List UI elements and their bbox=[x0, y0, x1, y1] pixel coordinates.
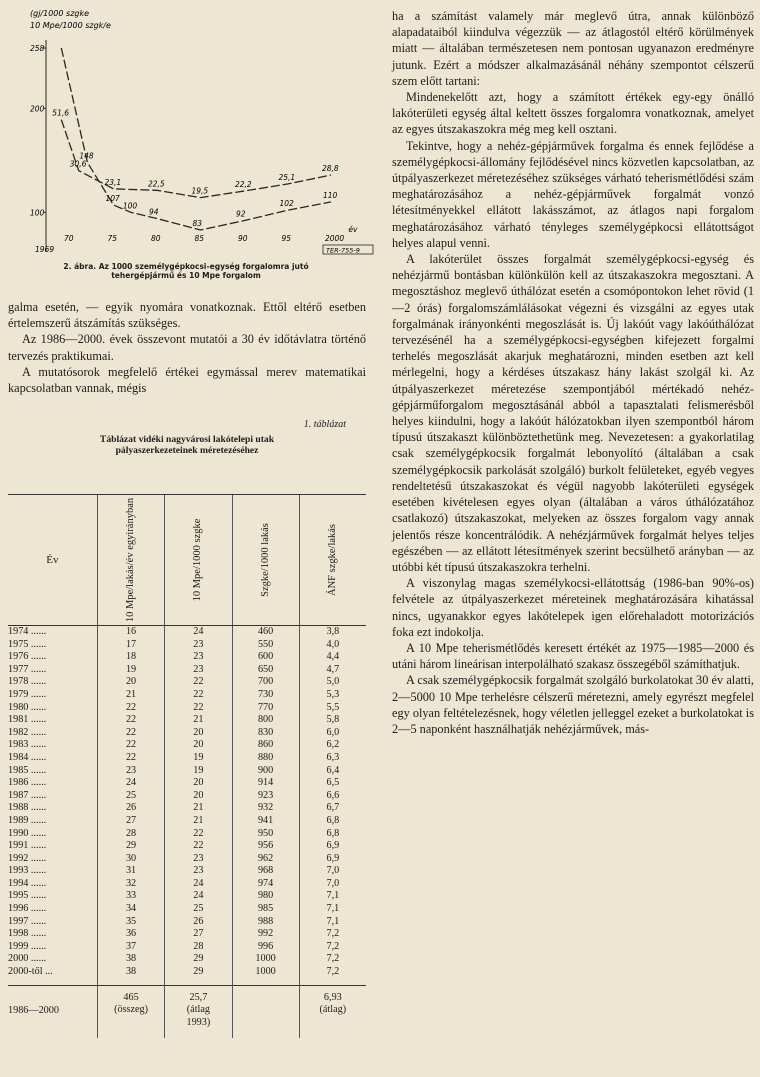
cell-value: 860 bbox=[232, 739, 299, 752]
cell-value: 23 bbox=[165, 651, 232, 664]
cell-value: 38 bbox=[97, 953, 164, 966]
cell-value: 6,7 bbox=[299, 802, 366, 815]
cell-value: 956 bbox=[232, 840, 299, 853]
upper-data-label: 83 bbox=[192, 219, 203, 228]
cell-year: 1991 ...... bbox=[8, 840, 47, 852]
cell-value: 6,8 bbox=[299, 815, 366, 828]
header-mpe-per-flat bbox=[97, 495, 164, 626]
left-body-text bbox=[8, 299, 366, 396]
cell-value: 24 bbox=[165, 878, 232, 891]
cell-value: 26 bbox=[165, 916, 232, 929]
cell-value: 22 bbox=[165, 840, 232, 853]
cell-value: 7,1 bbox=[299, 903, 366, 916]
cell-value: 962 bbox=[232, 853, 299, 866]
table-row bbox=[8, 828, 366, 841]
figure-2 bbox=[0, 0, 380, 290]
cell-value: 550 bbox=[232, 639, 299, 652]
cell-value: 29 bbox=[165, 953, 232, 966]
x-tick-label: 85 bbox=[194, 234, 205, 243]
paragraph: Tekintve, hogy a nehéz-gépjárművek forgalma és ennek fejlődése a személygépkocsi-állomány fejlődésével nincs közvetlen kapcsolatban, az útpályaszerkezet méretezéséhez szükséges várható teherismétlődési szám meghatározásához a nehéz-gépjárművek forgalmát vonzó létesítményekkel ellátott lakásszámot, az átlagos napi forgalom meghatározásához várható tényleges személygépkocsi ellátottságot helyes alapul venni. bbox=[392, 138, 754, 250]
cell-value: 770 bbox=[232, 702, 299, 715]
figure-caption bbox=[36, 262, 336, 280]
cell-value: 26 bbox=[97, 802, 164, 815]
total-col-1 bbox=[97, 985, 164, 1038]
cell-value: 23 bbox=[165, 639, 232, 652]
axis-title-1: (gj/1000 szgke bbox=[30, 9, 90, 18]
cell-value: 996 bbox=[232, 941, 299, 954]
cell-value: 20 bbox=[97, 676, 164, 689]
cell-value: 914 bbox=[232, 777, 299, 790]
cell-value: 7,2 bbox=[299, 941, 366, 954]
cell-value: 24 bbox=[165, 890, 232, 903]
cell-value: 22 bbox=[97, 727, 164, 740]
cell-value: 33 bbox=[97, 890, 164, 903]
total-col-4-value: 6,93 bbox=[323, 991, 342, 1003]
cell-year: 1984 ...... bbox=[8, 751, 47, 763]
upper-data-label: 92 bbox=[236, 209, 246, 219]
total-col-1-value: 465 bbox=[123, 991, 139, 1003]
cell-value: 7,2 bbox=[299, 966, 366, 979]
cell-year: 1980 ...... bbox=[8, 701, 47, 713]
cell-value: 941 bbox=[232, 815, 299, 828]
cell-value: 22 bbox=[97, 752, 164, 765]
cell-value: 32 bbox=[97, 878, 164, 891]
cell-value: 19 bbox=[165, 765, 232, 778]
cell-year: 1989 ...... bbox=[8, 814, 47, 826]
cell-value: 34 bbox=[97, 903, 164, 916]
table-row bbox=[8, 752, 366, 765]
cell-year: 1996 ...... bbox=[8, 903, 47, 915]
cell-value: 23 bbox=[165, 664, 232, 677]
cell-value: 7,1 bbox=[299, 916, 366, 929]
cell-value: 21 bbox=[97, 689, 164, 702]
table-row bbox=[8, 790, 366, 803]
lower-data-label: 30,6 bbox=[69, 159, 87, 169]
cell-value: 992 bbox=[232, 928, 299, 941]
cell-year: 1997 ...... bbox=[8, 915, 47, 927]
cell-value: 25 bbox=[165, 903, 232, 916]
cell-value: 730 bbox=[232, 689, 299, 702]
cell-value: 600 bbox=[232, 651, 299, 664]
lower-data-label: 22,2 bbox=[235, 180, 252, 190]
cell-year: 1979 ...... bbox=[8, 688, 47, 700]
cell-value: 21 bbox=[165, 815, 232, 828]
cell-value: 3,8 bbox=[299, 626, 366, 639]
cell-value: 19 bbox=[97, 664, 164, 677]
cell-value: 1000 bbox=[232, 953, 299, 966]
cell-year: 1992 ...... bbox=[8, 852, 47, 864]
cell-value: 950 bbox=[232, 828, 299, 841]
cell-value: 6,3 bbox=[299, 752, 366, 765]
table-row bbox=[8, 853, 366, 866]
lower-data-label: 23,1 bbox=[104, 177, 122, 187]
cell-value: 23 bbox=[97, 765, 164, 778]
cell-value: 968 bbox=[232, 865, 299, 878]
upper-data-label: 100 bbox=[122, 201, 138, 211]
cell-value: 29 bbox=[97, 840, 164, 853]
table-header-row bbox=[8, 495, 366, 626]
table-row bbox=[8, 815, 366, 828]
cell-value: 6,6 bbox=[299, 790, 366, 803]
cell-value: 7,0 bbox=[299, 865, 366, 878]
cell-value: 7,2 bbox=[299, 953, 366, 966]
cell-year: 1976 ...... bbox=[8, 651, 47, 663]
table-row bbox=[8, 639, 366, 652]
table-row bbox=[8, 802, 366, 815]
cell-value: 35 bbox=[97, 916, 164, 929]
header-year: Év bbox=[8, 495, 97, 626]
cell-value: 988 bbox=[232, 916, 299, 929]
table-row bbox=[8, 626, 366, 639]
cell-value: 6,9 bbox=[299, 853, 366, 866]
upper-data-label: 110 bbox=[323, 190, 338, 200]
header-cars-per-1000-label: Szgke/1000 lakás bbox=[259, 523, 271, 597]
cell-value: 7,0 bbox=[299, 878, 366, 891]
total-label: 1986—2000 bbox=[8, 985, 97, 1038]
cell-value: 24 bbox=[165, 626, 232, 639]
table-row bbox=[8, 777, 366, 790]
cell-year: 1981 ...... bbox=[8, 714, 47, 726]
cell-value: 16 bbox=[97, 626, 164, 639]
y-tick-label: 100 bbox=[30, 208, 45, 218]
cell-value: 460 bbox=[232, 626, 299, 639]
paragraph: A viszonylag magas személykocsi-ellátottság (1986-ban 90%-os) felvétele az útpályaszerkezet méreteinek meghatározására kihatással nincs, ugyanakkor egyes lakótelepek igen előrehaladott motorizációs foka ezt indokolja. bbox=[392, 576, 754, 639]
cell-year: 1975 ...... bbox=[8, 638, 47, 650]
cell-year: 2000-től ... bbox=[8, 966, 53, 978]
total-col-2-value: 25,7 bbox=[189, 991, 208, 1003]
cell-year: 1974 ...... bbox=[8, 626, 47, 637]
paragraph: A 10 Mpe teherismétlődés keresett értékét az 1975—1985—2000 és utáni három lineárisan interpolálható szakasz összegéből számíthatjuk. bbox=[392, 640, 754, 672]
paragraph: A mutatósorok megfelelő értékei egymással merev matematikai kapcsolatban vannak, mégis bbox=[8, 364, 366, 396]
cell-value: 6,2 bbox=[299, 739, 366, 752]
upper-data-label: 107 bbox=[105, 194, 120, 204]
total-col-4 bbox=[299, 985, 366, 1038]
x-tick-label: 2000 bbox=[325, 234, 345, 243]
cell-value: 23 bbox=[165, 865, 232, 878]
lower-data-label: 25,1 bbox=[278, 173, 296, 183]
table-row bbox=[8, 890, 366, 903]
cell-year: 1978 ...... bbox=[8, 676, 47, 688]
cell-value: 932 bbox=[232, 802, 299, 815]
lower-data-label: 51,6 bbox=[52, 108, 70, 118]
cell-value: 18 bbox=[97, 651, 164, 664]
header-mpe-per-1000 bbox=[165, 495, 232, 626]
x-tick-label: 80 bbox=[151, 234, 161, 243]
stamp-label: TER-755-9 bbox=[326, 246, 360, 255]
table-row bbox=[8, 903, 366, 916]
cell-value: 30 bbox=[97, 853, 164, 866]
cell-value: 7,1 bbox=[299, 890, 366, 903]
cell-value: 5,5 bbox=[299, 702, 366, 715]
table-row bbox=[8, 689, 366, 702]
cell-value: 900 bbox=[232, 765, 299, 778]
table-row bbox=[8, 765, 366, 778]
paragraph: A lakóterület összes forgalmát személygépkocsi-egység és nehézjármű bontásban különkülön kell az útszakaszokra megosztani. A megosztáshoz meglevő úthálózat esetén a csomópontokon lehet rövid (1—2 órás) forgalomszámlálásokat végezni és vizsgálni az egyes utak forgalmának irányonkénti megoszlását is. Új lakóút vagy lakóúthálózat tervezésénél ha a személygépkocsi-egységben kifejezett forgalmi terhelés megoszlását akarjuk meghatározni, minden esetben azt kell mérlegelni, hogy a kérdéses útszakasz hány lakást szolgál ki. Az útpályaszerkezet méretezése szempontjából mértékadó nehéz-gépjárműforgalom megosztásánál abból a tapasztalati felismerésből helyes kiindulni, hogy a lakóút hálózatokban ilyen szempontból három típusú útszakaszt különböztethetünk meg. Nevezetesen: a gyakorlatilag csak személygépkocsik forgalmát lebonyolító (általában a csak személygépkocsik parkolását szolgáló) burkolt felületeket, egyéb vegyes rendeltetésű útszakaszokat és végül nagyobb lakóterületi egységek esetében kivételesen egyes olyan (általában a város úthálózatához csatlakozó) útszakaszokat, melyeken az összes forgalom vagy annak jelentős része koncentrálódik. A nehézjárművek forgalmát helyes teljes egészében — az ellátott létesítmények szerint becsülhető arányban — az utóbbi két típusú útszakaszokra terhelni. bbox=[392, 252, 754, 574]
cell-value: 22 bbox=[165, 702, 232, 715]
y-tick-label: 200 bbox=[30, 104, 45, 114]
cell-value: 23 bbox=[165, 853, 232, 866]
paragraph: ha a számítást valamely már meglevő útra, annak különböző alapadataiból kiindulva végezzük — az átlagostól eltérő körülmények miatt — általában természetesen nem pontosan ugyanazon eredményre jutunk. Ezért a módszer alkalmazásánál néhány szempontot célszerű szem előtt tartani: bbox=[392, 9, 754, 88]
cell-value: 25 bbox=[97, 790, 164, 803]
cell-value: 28 bbox=[165, 941, 232, 954]
cell-value: 6,4 bbox=[299, 765, 366, 778]
upper-data-label: 148 bbox=[79, 151, 94, 161]
cell-year: 1993 ...... bbox=[8, 865, 47, 877]
total-col-2 bbox=[165, 985, 232, 1038]
x-unit-label: év bbox=[348, 225, 358, 234]
table-title-line-1: Táblázat vidéki nagyvárosi lakótelepi utak bbox=[99, 434, 275, 445]
lower-data-label: 22,5 bbox=[148, 179, 165, 189]
cell-value: 980 bbox=[232, 890, 299, 903]
x-start-label: 1969 bbox=[35, 245, 55, 254]
cell-value: 27 bbox=[97, 815, 164, 828]
cell-value: 700 bbox=[232, 676, 299, 689]
total-col-4-note: (átlag) bbox=[319, 1004, 347, 1016]
cell-value: 38 bbox=[97, 966, 164, 979]
cell-value: 800 bbox=[232, 714, 299, 727]
cell-value: 5,3 bbox=[299, 689, 366, 702]
total-col-2-note-2: 1993) bbox=[186, 1016, 211, 1028]
cell-value: 22 bbox=[97, 739, 164, 752]
table-row bbox=[8, 953, 366, 966]
cell-value: 7,2 bbox=[299, 928, 366, 941]
lower-data-label: 19,5 bbox=[191, 186, 209, 196]
cell-value: 6,9 bbox=[299, 840, 366, 853]
upper-data-label: 102 bbox=[279, 199, 294, 209]
total-col-3 bbox=[232, 985, 299, 1038]
cell-year: 1998 ...... bbox=[8, 928, 47, 940]
lower-data-label: 28,8 bbox=[322, 164, 339, 174]
paragraph: galma esetén, — egyik nyomára vonatkoznak. Ettől eltérő esetben értelemszerű átszámítás szükséges. bbox=[8, 300, 366, 331]
cell-year: 1986 ...... bbox=[8, 777, 47, 789]
cell-value: 974 bbox=[232, 878, 299, 891]
cell-year: 2000 ...... bbox=[8, 953, 47, 965]
table-row bbox=[8, 840, 366, 853]
cell-value: 22 bbox=[165, 689, 232, 702]
y-tick-label: 258 bbox=[30, 44, 45, 53]
cell-value: 19 bbox=[165, 752, 232, 765]
cell-year: 1977 ...... bbox=[8, 663, 47, 675]
table-row bbox=[8, 878, 366, 891]
paragraph: Mindenekelőtt azt, hogy a számított értékek egy-egy önálló lakóterületi egység által keltett összes forgalomra vonatkoznak, amelyet az egyes útszakaszokra még meg kell osztani. bbox=[392, 90, 754, 137]
cell-value: 985 bbox=[232, 903, 299, 916]
cell-value: 17 bbox=[97, 639, 164, 652]
header-anf bbox=[299, 495, 366, 626]
cell-value: 830 bbox=[232, 727, 299, 740]
cell-value: 22 bbox=[165, 676, 232, 689]
table-row bbox=[8, 966, 366, 979]
right-column bbox=[392, 8, 754, 737]
cell-year: 1985 ...... bbox=[8, 764, 47, 776]
table-title bbox=[8, 434, 366, 456]
table-row bbox=[8, 941, 366, 954]
data-table bbox=[8, 494, 366, 1038]
table-row bbox=[8, 702, 366, 715]
cell-value: 31 bbox=[97, 865, 164, 878]
paragraph: A csak személygépkocsik forgalmát szolgáló burkolatokat 30 év alatti, 2—5000 10 Mpe terhelésre célszerű méretezni, amely egyrészt megfelel egy olyan feltételezésnek, hogy véletlen jelleggel ezeket a burkolatokat is 2—5 naponként használhatják nehézjárművek, más- bbox=[392, 673, 754, 736]
total-col-2-note: (átlag bbox=[186, 1004, 210, 1016]
cell-value: 36 bbox=[97, 928, 164, 941]
cell-year: 1995 ...... bbox=[8, 890, 47, 902]
cell-value: 28 bbox=[97, 828, 164, 841]
cell-year: 1999 ...... bbox=[8, 940, 47, 952]
header-mpe-per-1000-label: 10 Mpe/1000 szgke bbox=[192, 518, 204, 602]
cell-value: 22 bbox=[97, 702, 164, 715]
header-mpe-per-flat-label: 10 Mpe/lakás/év egyirányban bbox=[125, 497, 137, 623]
cell-value: 880 bbox=[232, 752, 299, 765]
table-row bbox=[8, 865, 366, 878]
cell-value: 6,0 bbox=[299, 727, 366, 740]
cell-value: 6,5 bbox=[299, 777, 366, 790]
cell-year: 1988 ...... bbox=[8, 802, 47, 814]
table-row bbox=[8, 928, 366, 941]
cell-value: 27 bbox=[165, 928, 232, 941]
cell-value: 5,8 bbox=[299, 714, 366, 727]
table-row bbox=[8, 651, 366, 664]
cell-value: 24 bbox=[97, 777, 164, 790]
cell-year: 1987 ...... bbox=[8, 789, 47, 801]
cell-value: 22 bbox=[97, 714, 164, 727]
cell-value: 20 bbox=[165, 739, 232, 752]
header-anf-label: ÁNF szgke/lakás bbox=[326, 523, 338, 597]
table-row bbox=[8, 739, 366, 752]
cell-value: 923 bbox=[232, 790, 299, 803]
x-tick-label: 70 bbox=[64, 234, 74, 243]
header-cars-per-1000 bbox=[232, 495, 299, 626]
cell-value: 20 bbox=[165, 777, 232, 790]
figure-caption-line-1: 2. ábra. Az 1000 személygépkocsi-egység forgalomra jutó bbox=[63, 262, 309, 271]
cell-value: 1000 bbox=[232, 966, 299, 979]
cell-value: 5,0 bbox=[299, 676, 366, 689]
total-col-1-note: (összeg) bbox=[114, 1004, 149, 1016]
table-row bbox=[8, 727, 366, 740]
cell-value: 21 bbox=[165, 802, 232, 815]
cell-value: 6,8 bbox=[299, 828, 366, 841]
cell-value: 650 bbox=[232, 664, 299, 677]
figure-chart bbox=[0, 0, 380, 262]
x-tick-label: 95 bbox=[281, 234, 292, 243]
table-row bbox=[8, 676, 366, 689]
cell-value: 29 bbox=[165, 966, 232, 979]
x-tick-label: 75 bbox=[107, 234, 118, 243]
x-tick-label: 90 bbox=[238, 234, 248, 243]
table-label: 1. táblázat bbox=[303, 419, 346, 430]
figure-caption-line-2: tehergépjármű és 10 Mpe forgalom bbox=[111, 271, 261, 280]
cell-value: 21 bbox=[165, 714, 232, 727]
upper-data-label: 94 bbox=[149, 207, 159, 217]
table-row bbox=[8, 916, 366, 929]
cell-year: 1983 ...... bbox=[8, 739, 47, 751]
table-total-row bbox=[8, 985, 366, 1038]
cell-value: 4,7 bbox=[299, 664, 366, 677]
cell-year: 1994 ...... bbox=[8, 877, 47, 889]
cell-year: 1990 ...... bbox=[8, 827, 47, 839]
cell-value: 20 bbox=[165, 727, 232, 740]
table-row bbox=[8, 714, 366, 727]
cell-value: 22 bbox=[165, 828, 232, 841]
cell-value: 4,0 bbox=[299, 639, 366, 652]
paragraph: Az 1986—2000. évek összevont mutatói a 30 év időtávlatra történő tervezés praktikumai. bbox=[8, 332, 366, 363]
table-body bbox=[8, 626, 366, 979]
table-title-line-2: pályaszerkezeteinek méretezéséhez bbox=[115, 445, 259, 456]
axis-title-2: 10 Mpe/1000 szgk/e bbox=[30, 21, 111, 30]
cell-value: 37 bbox=[97, 941, 164, 954]
cell-value: 4,4 bbox=[299, 651, 366, 664]
table-row bbox=[8, 664, 366, 677]
cell-year: 1982 ...... bbox=[8, 726, 47, 738]
cell-value: 20 bbox=[165, 790, 232, 803]
